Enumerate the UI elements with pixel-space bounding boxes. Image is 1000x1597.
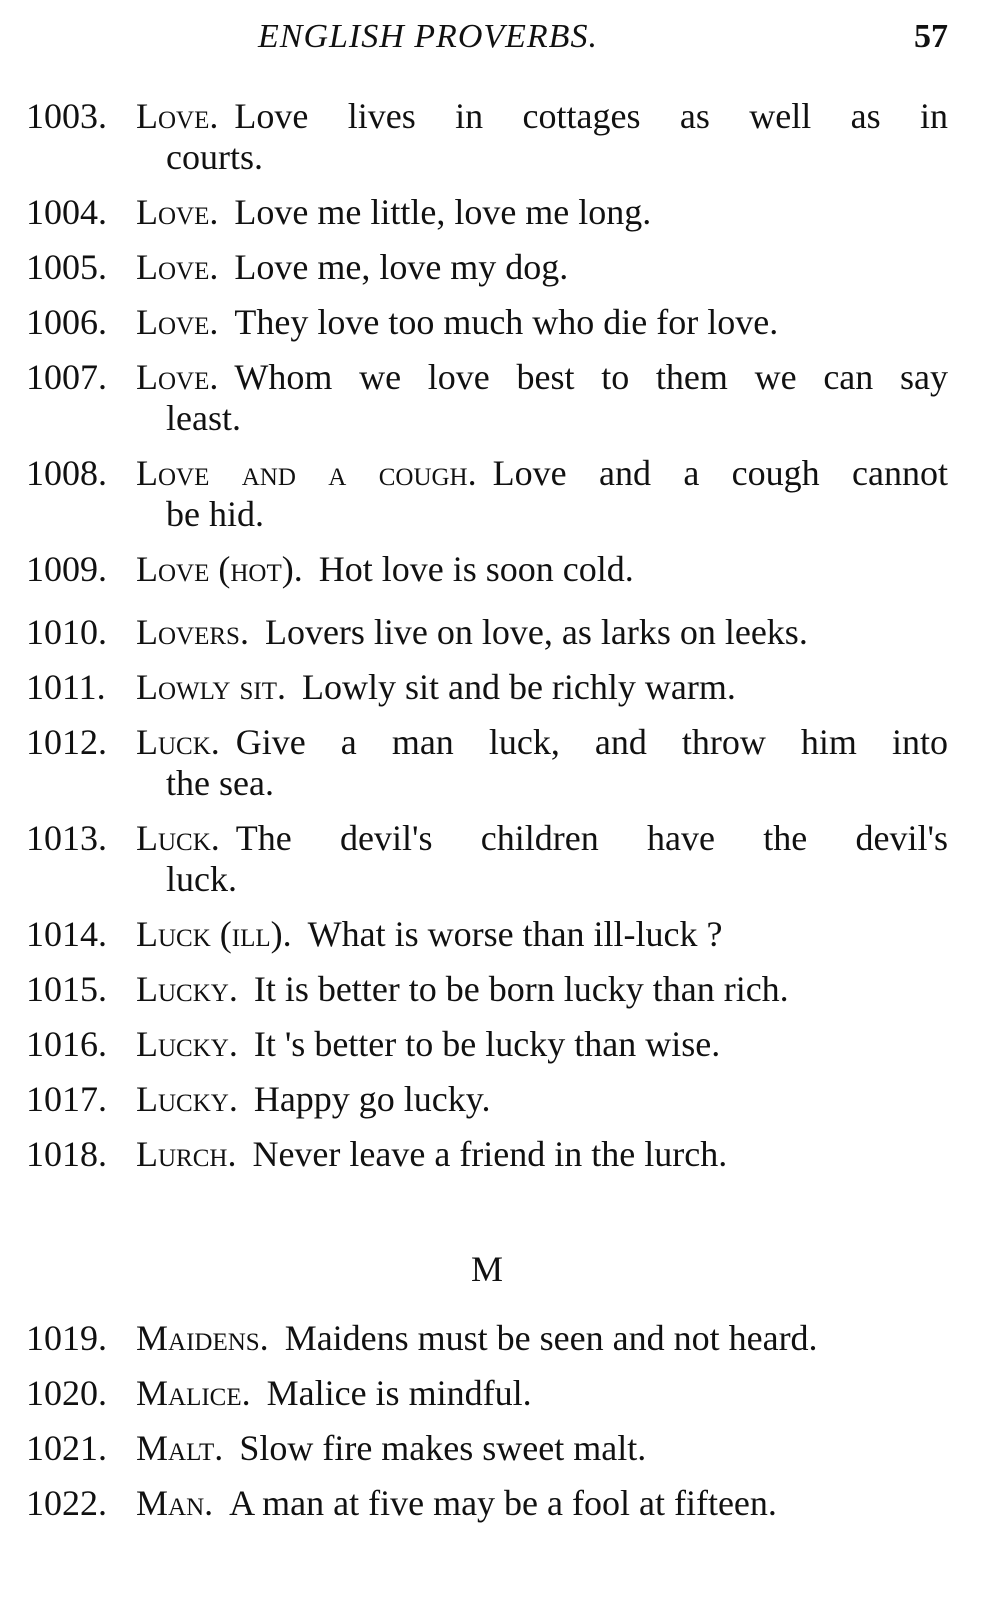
entry-number: 1006. bbox=[26, 302, 107, 342]
entry-first-line bbox=[136, 453, 948, 494]
entry-first-line bbox=[136, 969, 948, 1010]
entry-keyword: Love. bbox=[136, 247, 219, 287]
entry-text: Love lives in cottages as well as in bbox=[234, 96, 948, 136]
entry-keyword: Love. bbox=[136, 192, 219, 232]
entry-number: 1014. bbox=[26, 914, 107, 954]
entry-first-line bbox=[136, 357, 948, 398]
entry-first-line bbox=[136, 1318, 948, 1359]
entry-keyword: Love. bbox=[136, 357, 219, 397]
entry-first-line bbox=[136, 667, 948, 708]
entry-continuation: the sea. bbox=[166, 763, 274, 803]
entry-first-line bbox=[136, 96, 948, 137]
entry-text: Hot love is soon cold. bbox=[318, 549, 634, 589]
proverb-entry bbox=[26, 96, 948, 178]
entry-number: 1013. bbox=[26, 818, 107, 858]
proverb-entry bbox=[26, 1428, 948, 1469]
entry-text: Slow fire makes sweet malt. bbox=[239, 1428, 647, 1468]
entry-keyword: Lowly sit. bbox=[136, 667, 286, 707]
entry-number: 1008. bbox=[26, 453, 107, 493]
entry-keyword: Lovers. bbox=[136, 612, 249, 652]
entry-first-line bbox=[136, 247, 948, 288]
entry-number: 1021. bbox=[26, 1428, 107, 1468]
entry-keyword: Love (hot). bbox=[136, 549, 303, 589]
entry-keyword: Malt. bbox=[136, 1428, 224, 1468]
entry-keyword: Luck (ill). bbox=[136, 914, 292, 954]
entry-text: Malice is mindful. bbox=[266, 1373, 532, 1413]
entry-text: It 's better to be lucky than wise. bbox=[253, 1024, 721, 1064]
entry-continuation: least. bbox=[166, 398, 241, 438]
entry-text: Lovers live on love, as larks on leeks. bbox=[264, 612, 808, 652]
entry-number: 1007. bbox=[26, 357, 107, 397]
entry-number: 1020. bbox=[26, 1373, 107, 1413]
entry-text: The devil's children have the devil's bbox=[235, 818, 948, 858]
page-number: 57 bbox=[914, 18, 948, 55]
entry-keyword: Luck. bbox=[136, 818, 220, 858]
entry-number: 1009. bbox=[26, 549, 107, 589]
proverb-entry bbox=[26, 549, 948, 590]
entry-text: What is worse than ill-luck ? bbox=[307, 914, 723, 954]
entry-keyword: Lucky. bbox=[136, 1079, 238, 1119]
entry-keyword: Love. bbox=[136, 302, 219, 342]
entry-text: Love me, love my dog. bbox=[234, 247, 569, 287]
proverb-list bbox=[26, 96, 948, 1538]
entry-text: It is better to be born lucky than rich. bbox=[253, 969, 789, 1009]
entry-number: 1003. bbox=[26, 96, 107, 136]
entry-first-line bbox=[136, 549, 948, 590]
entry-number: 1004. bbox=[26, 192, 107, 232]
proverb-entry bbox=[26, 1134, 948, 1175]
entry-number: 1019. bbox=[26, 1318, 107, 1358]
entry-number: 1017. bbox=[26, 1079, 107, 1119]
proverb-entry bbox=[26, 667, 948, 708]
running-title: ENGLISH PROVERBS. bbox=[258, 18, 598, 55]
proverb-entry bbox=[26, 914, 948, 955]
section-heading: M bbox=[470, 1249, 503, 1289]
entry-keyword: Maidens. bbox=[136, 1318, 269, 1358]
entry-keyword: Lucky. bbox=[136, 969, 238, 1009]
entry-keyword: Love. bbox=[136, 96, 219, 136]
proverb-entry bbox=[26, 302, 948, 343]
entry-first-line bbox=[136, 1373, 948, 1414]
entry-keyword: Lucky. bbox=[136, 1024, 238, 1064]
entry-first-line bbox=[136, 1024, 948, 1065]
entry-keyword: Love and a cough. bbox=[136, 453, 477, 493]
entry-text: Happy go lucky. bbox=[253, 1079, 491, 1119]
entry-text: Give a man luck, and throw him into bbox=[235, 722, 948, 762]
entry-first-line bbox=[136, 1428, 948, 1469]
proverb-entry bbox=[26, 818, 948, 900]
entry-text: Never leave a friend in the lurch. bbox=[252, 1134, 728, 1174]
entry-text: Love me little, love me long. bbox=[234, 192, 652, 232]
entry-text: Maidens must be seen and not heard. bbox=[284, 1318, 818, 1358]
entry-first-line bbox=[136, 1134, 948, 1175]
entry-keyword: Man. bbox=[136, 1483, 214, 1523]
entry-keyword: Lurch. bbox=[136, 1134, 237, 1174]
proverb-entry bbox=[26, 192, 948, 233]
proverb-entry bbox=[26, 722, 948, 804]
entry-first-line bbox=[136, 914, 948, 955]
entry-keyword: Luck. bbox=[136, 722, 220, 762]
entry-text: Love and a cough cannot bbox=[492, 453, 948, 493]
entry-first-line bbox=[136, 818, 948, 859]
entry-number: 1005. bbox=[26, 247, 107, 287]
entry-first-line bbox=[136, 192, 948, 233]
entry-number: 1022. bbox=[26, 1483, 107, 1523]
proverb-entry bbox=[26, 453, 948, 535]
proverb-entry bbox=[26, 357, 948, 439]
entry-first-line bbox=[136, 722, 948, 763]
entry-first-line bbox=[136, 1483, 948, 1524]
entry-text: Whom we love best to them we can say bbox=[234, 357, 948, 397]
proverb-entry bbox=[26, 1373, 948, 1414]
entry-first-line bbox=[136, 1079, 948, 1120]
proverb-entry bbox=[26, 612, 948, 653]
proverb-entry bbox=[26, 1079, 948, 1120]
entry-text: Lowly sit and be richly warm. bbox=[301, 667, 736, 707]
entry-text: A man at five may be a fool at fifteen. bbox=[229, 1483, 777, 1523]
entry-text: They love too much who die for love. bbox=[234, 302, 779, 342]
proverb-entry bbox=[26, 1483, 948, 1524]
entry-number: 1010. bbox=[26, 612, 107, 652]
entry-number: 1016. bbox=[26, 1024, 107, 1064]
entry-number: 1012. bbox=[26, 722, 107, 762]
page-header bbox=[0, 18, 1000, 62]
entry-first-line bbox=[136, 302, 948, 343]
proverb-entry bbox=[26, 1024, 948, 1065]
entry-keyword: Malice. bbox=[136, 1373, 251, 1413]
proverb-entry bbox=[26, 969, 948, 1010]
entry-number: 1011. bbox=[26, 667, 106, 707]
proverb-entry bbox=[26, 247, 948, 288]
entry-continuation: be hid. bbox=[166, 494, 264, 534]
entry-continuation: courts. bbox=[166, 137, 263, 177]
entry-number: 1018. bbox=[26, 1134, 107, 1174]
entry-first-line bbox=[136, 612, 948, 653]
entry-number: 1015. bbox=[26, 969, 107, 1009]
proverb-entry bbox=[26, 1318, 948, 1359]
entry-continuation: luck. bbox=[166, 859, 237, 899]
